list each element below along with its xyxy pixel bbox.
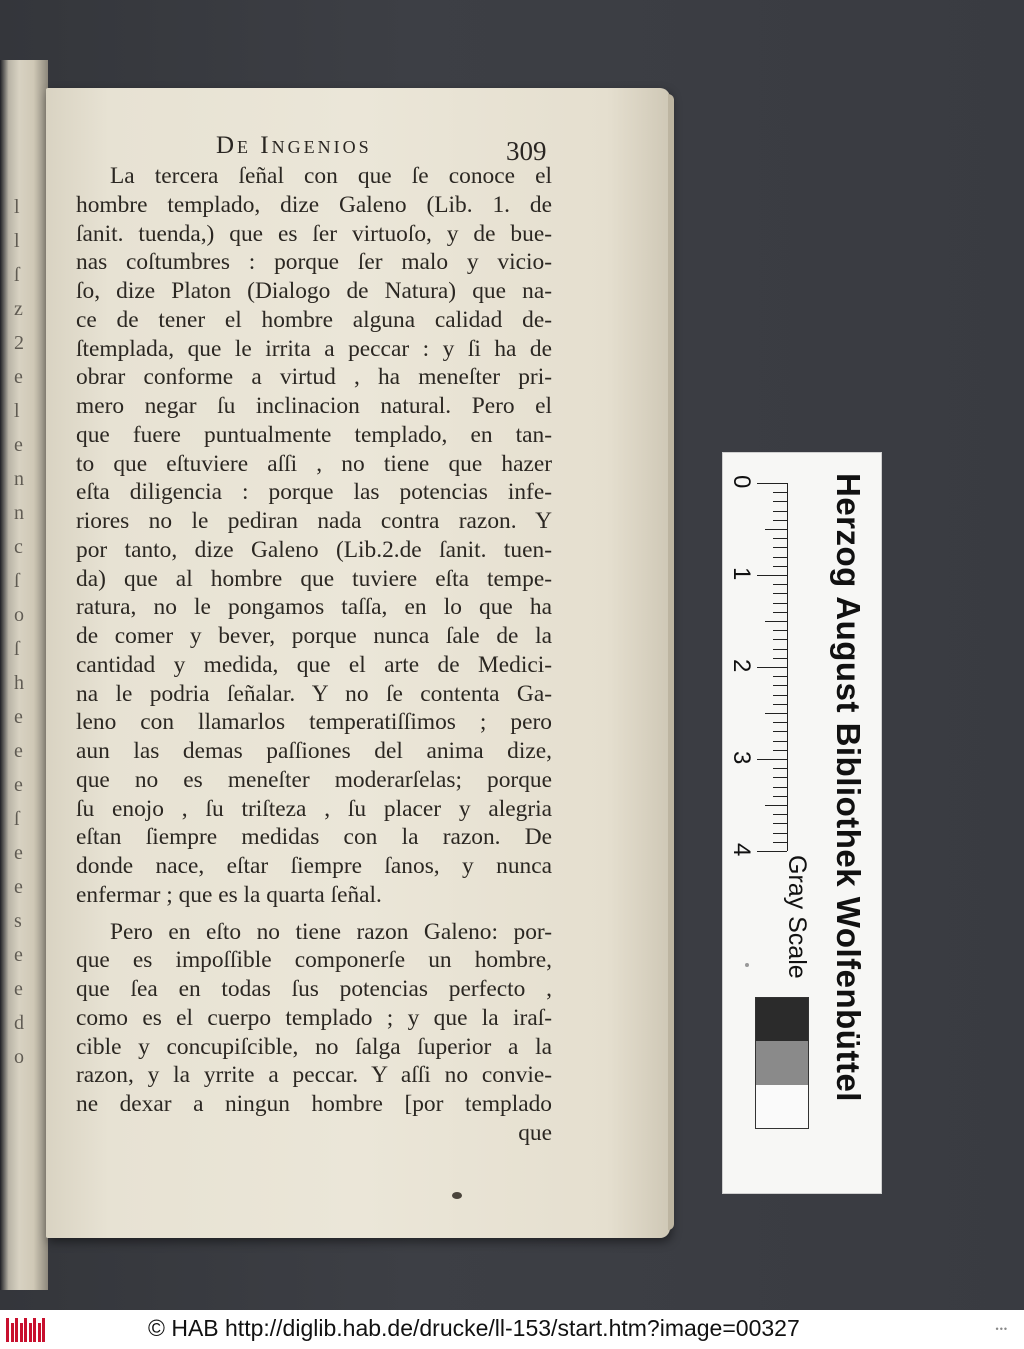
- text-line: mero negar ſu inclinacion natural. Pero el: [76, 393, 552, 419]
- text-line: ſanit. tuenda,) que es ſer virtuoſo, y de bue-: [76, 220, 552, 247]
- ruler-tick: [773, 722, 787, 723]
- gray-patch: [756, 1041, 808, 1084]
- footer-url[interactable]: © HAB http://diglib.hab.de/drucke/ll-153/start.htm?image=00327: [148, 1315, 800, 1341]
- ruler-tick: [757, 851, 787, 852]
- text-line: eſtan ſiempre medidas con la razon. De: [76, 824, 552, 851]
- ruler-tick: [757, 759, 787, 760]
- page-ornament: [452, 1192, 462, 1199]
- ruler-tick: [773, 639, 787, 640]
- logo-bar: [38, 1323, 41, 1342]
- ruler-tick: [773, 557, 787, 558]
- gray-patch: [756, 1085, 808, 1128]
- scale-subtitle: [781, 855, 813, 1005]
- ruler-tick: [773, 750, 787, 751]
- text-line: to que eſtuviere aſſi , no tiene que hazer: [76, 450, 552, 477]
- text-line: que ſea en todas ſus potencias perfecto ,: [76, 976, 552, 1002]
- logo-bar: [29, 1323, 32, 1342]
- logo-bar: [42, 1318, 45, 1342]
- ruler-tick: [773, 768, 787, 769]
- ruler-tick: [773, 823, 787, 824]
- text-line: razon, y la yrrite a peccar. Y aſſi no convie-: [76, 1062, 552, 1089]
- running-head: De Ingenios: [216, 132, 372, 159]
- text-line: Pero en eſto no tiene razon Galeno: por-: [110, 918, 552, 945]
- text-line: ſo, dize Platon (Dialogo de Natura) que na-: [76, 278, 552, 304]
- ruler-tick: [773, 814, 787, 815]
- ruler-tick: [773, 593, 787, 594]
- logo-bar: [24, 1318, 27, 1342]
- text-line: nas coſtumbres : porque ſer malo y vicio-: [76, 249, 552, 276]
- text-line: cantidad y medida, que el arte de Medici-: [76, 651, 552, 678]
- text-line: donde nace, eſtar ſiempre ſanos, y nunca: [76, 853, 552, 879]
- text-line: que no es meneſter moderarſelas; porque: [76, 766, 552, 793]
- text-line: riores no le pediran nada contra razon. Y: [76, 508, 552, 534]
- ruler-tick: [773, 777, 787, 778]
- ruler-tick: [757, 667, 787, 668]
- catchword: que: [518, 1119, 552, 1146]
- logo-bar: [20, 1323, 23, 1342]
- ruler-tick: [773, 649, 787, 650]
- ruler-tick: [765, 621, 787, 622]
- ruler-tick: [773, 842, 787, 843]
- ruler: [728, 473, 787, 857]
- page-edge: [668, 94, 674, 1230]
- paragraph-gap: [76, 910, 552, 918]
- ruler-number: 2: [728, 659, 755, 673]
- footer-bar: [0, 1310, 1024, 1349]
- ruler-tick: [773, 731, 787, 732]
- ruler-tick: [773, 787, 787, 788]
- scale-title-text: Herzog August Bibliothek Wolfenbüttel: [830, 473, 867, 1102]
- ruler-tick: [773, 603, 787, 604]
- text-line: La tercera ſeñal con que ſe conoce el: [110, 163, 552, 189]
- text-line: ce de tener el hombre alguna calidad de-: [76, 306, 552, 333]
- ruler-tick: [773, 501, 787, 502]
- ruler-tick: [773, 658, 787, 659]
- logo-bar: [33, 1318, 36, 1342]
- hab-logo-icon: [6, 1315, 48, 1345]
- ruler-tick: [773, 584, 787, 585]
- footer-dots: •••: [995, 1324, 1008, 1334]
- text-line: ſtemplada, que le irrita a peccar : y ſi ha de: [76, 335, 552, 362]
- text-line: como es el cuerpo templado ; y que la iraſ-: [76, 1004, 552, 1031]
- text-line: por tanto, dize Galeno (Lib.2.de ſanit. tuen-: [76, 536, 552, 563]
- ruler-tick: [773, 612, 787, 613]
- text-line: hombre templado, dize Galeno (Lib. 1. de: [76, 191, 552, 218]
- ruler-tick: [773, 511, 787, 512]
- scale-subtitle-text: Gray Scale: [783, 855, 811, 979]
- page-number: 309: [506, 136, 547, 166]
- ruler-tick: [773, 566, 787, 567]
- text-line: que fuere puntualmente templado, en tan-: [76, 421, 552, 448]
- text-line: de comer y bever, porque nunca ſale de la: [76, 623, 552, 649]
- book-spine: [0, 60, 48, 1290]
- ruler-tick: [773, 704, 787, 705]
- text-line: ratura, no le pongamos taſſa, en lo que ha: [76, 594, 552, 621]
- text-line: que es impoſſible componerſe un hombre,: [76, 947, 552, 974]
- text-line: eſta diligencia : porque las potencias infe-: [76, 479, 552, 506]
- ruler-tick: [773, 492, 787, 493]
- scale-title: [827, 473, 867, 1173]
- ruler-tick: [765, 805, 787, 806]
- scale-dot: [745, 963, 749, 967]
- ruler-tick: [773, 685, 787, 686]
- ruler-tick: [773, 741, 787, 742]
- text-line: da) que al hombre que tuviere eſta tempe-: [76, 565, 552, 592]
- ruler-tick: [773, 695, 787, 696]
- gray-patch: [756, 998, 808, 1041]
- text-line: ſu enojo , ſu triſteza , ſu placer y alegria: [76, 795, 552, 822]
- ruler-tick: [773, 833, 787, 834]
- logo-bar: [11, 1323, 14, 1342]
- text-line: leno con llamarlos temperatiſſimos ; pero: [76, 709, 552, 736]
- ruler-spine: [787, 483, 788, 851]
- measuring-scale: [722, 452, 882, 1194]
- ruler-number: 1: [728, 567, 755, 581]
- ruler-tick: [765, 713, 787, 714]
- text-line: enfermar ; que es la quarta ſeñal.: [76, 881, 382, 908]
- logo-bar: [6, 1318, 9, 1342]
- ruler-tick: [773, 520, 787, 521]
- ruler-tick: [773, 676, 787, 677]
- ruler-number: 3: [728, 751, 755, 765]
- previous-page-sliver: l l ſ z 2 e l e n n c ſ o ſ h e e e ſ e e s e e d o: [14, 196, 24, 1068]
- text-line: aun las demas paſſiones del anima dize,: [76, 738, 552, 764]
- text-line: na le podria ſeñalar. Y no ſe contenta Ga-: [76, 680, 552, 707]
- ruler-tick: [773, 796, 787, 797]
- ruler-tick: [773, 630, 787, 631]
- ruler-number: 0: [728, 475, 755, 489]
- logo-bar: [15, 1318, 18, 1342]
- page-body-text: [76, 162, 552, 1148]
- ruler-tick: [773, 538, 787, 539]
- ruler-tick: [773, 547, 787, 548]
- gray-scale-patches: [755, 997, 809, 1129]
- ruler-number: 4: [728, 843, 755, 857]
- ruler-tick: [757, 575, 787, 576]
- ruler-tick: [757, 483, 787, 484]
- ruler-tick: [765, 529, 787, 530]
- text-line: obrar conforme a virtud , ha meneſter pri-: [76, 364, 552, 391]
- text-line: ne dexar a ningun hombre [por templado: [76, 1091, 552, 1117]
- text-line: cible y concupiſcible, no ſalga ſuperior a la: [76, 1033, 552, 1060]
